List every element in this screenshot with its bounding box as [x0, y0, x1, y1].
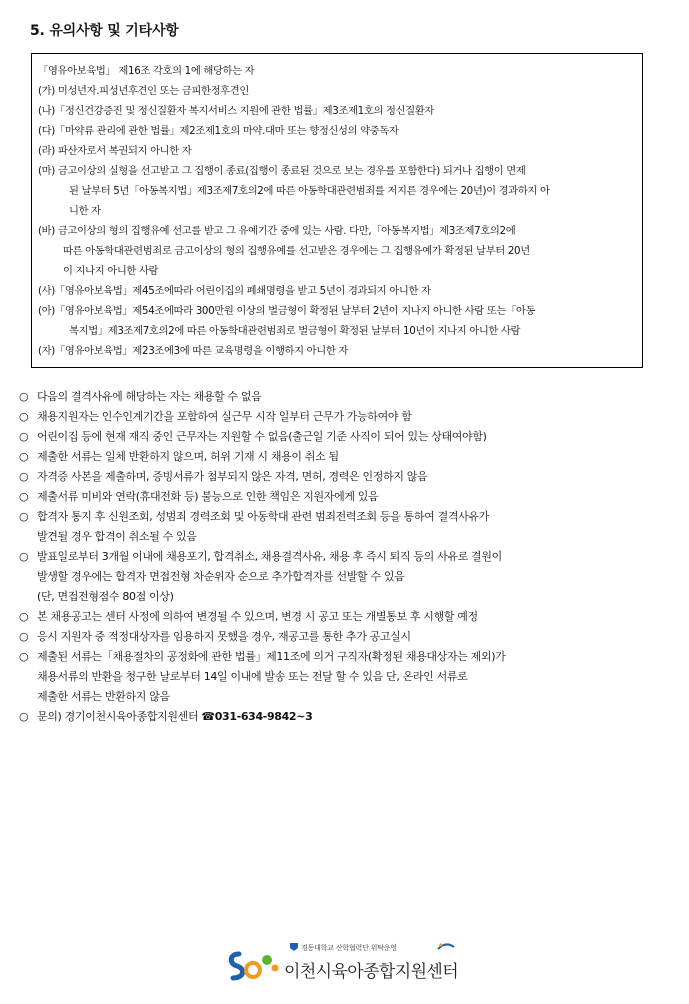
note-continuation: 채용서류의 반환을 청구한 날로부터 14일 이내에 발송 또는 전달 할 수 있음 단, 온라인 서류로 — [37, 670, 468, 683]
note-item — [19, 407, 659, 427]
section-title: 5. 유의사항 및 기타사항 — [30, 23, 179, 39]
note-continuation: 발견될 경우 합격이 취소될 수 있음 — [37, 530, 197, 543]
box-line: 된 날부터 5년「아동복지법」제3조제7호의2에 따른 아동학대관련범죄를 저지른 경우에는 20년)이 경과하지 아 — [69, 185, 550, 197]
note-continuation: (단, 면접전형점수 80점 이상) — [37, 590, 174, 603]
box-line: 복지법」제3조제7호의2에 따른 아동학대관련범죄로 벌금형이 확정된 날부터 10년이 지나지 아니한 사람 — [69, 325, 521, 337]
note-text: 발표일로부터 3개월 이내에 채용포기, 합격취소, 채용결격사유, 채용 후 즉시 퇴직 등의 사유로 결원이 — [37, 550, 502, 563]
box-line: 이 지나지 아니한 사람 — [63, 265, 159, 277]
contact-label: 문의) 경기이천시육아종합지원센터 — [37, 710, 199, 723]
box-line: (라) 파산자로서 복권되지 아니한 자 — [38, 145, 192, 157]
box-line: (가) 미성년자.피성년후견인 또는 금피한정후견인 — [38, 85, 249, 97]
box-line: 니한 자 — [69, 205, 101, 217]
swoosh-icon — [437, 942, 455, 951]
bullet-circle-icon: ○ — [19, 630, 29, 643]
note-item — [19, 647, 659, 667]
university-seal-icon — [289, 942, 299, 952]
box-line: (바) 금고이상의 형의 집행유예 선고를 받고 그 유예기간 중에 있는 사람. 다만,「아동복지법」제3조제7호의2에 — [38, 225, 516, 237]
bullet-circle-icon: ○ — [19, 450, 29, 463]
contact-item — [19, 707, 659, 727]
note-text: 제출한 서류는 일체 반환하지 않으며, 허위 기재 시 채용이 취소 됨 — [37, 450, 339, 463]
bullet-circle-icon: ○ — [19, 610, 29, 623]
bullet-circle-icon: ○ — [19, 390, 29, 403]
box-line: 따른 아동학대관련범죄로 금고이상의 형의 집행유예를 선고받은 경우에는 그 집행유예가 확정된 날부터 20년 — [63, 245, 530, 257]
note-item — [19, 607, 659, 627]
bullet-circle-icon: ○ — [19, 430, 29, 443]
footer-center-name: 이천시육아종합지원센터 — [284, 962, 459, 982]
box-line: 「영유아보육법」 제16조 각호의 1에 해당하는 자 — [38, 65, 255, 77]
note-text: 어린이집 등에 현재 재직 중인 근무자는 지원할 수 없음(출근일 기준 사직이 되어 있는 상태여야함) — [37, 430, 487, 443]
bullet-circle-icon: ○ — [19, 410, 29, 423]
box-line: (나)「정신건강증진 및 정신질환자 복지서비스 지원에 관한 법률」제3조제1호의 정신질환자 — [38, 105, 434, 117]
note-text: 자격증 사본을 제출하며, 증빙서류가 첨부되지 않은 자격, 면허, 경력은 인정하지 않음 — [37, 470, 428, 483]
box-line: (마) 금고이상의 실형을 선고받고 그 집행이 종료(집행이 종료된 것으로 보는 경우를 포함한다) 되거나 집행이 면제 — [38, 165, 526, 177]
footer-logo-block — [225, 940, 465, 990]
note-text: 제출된 서류는「채용절차의 공정화에 관한 법률」제11조에 의거 구직자(확정된 채용대상자는 제외)가 — [37, 650, 506, 663]
note-item — [19, 387, 659, 407]
disqualification-box — [31, 53, 643, 368]
bullet-circle-icon: ○ — [19, 490, 29, 503]
note-text: 제출서류 미비와 연락(휴대전화 등) 불능으로 인한 책임은 지원자에게 있음 — [37, 490, 379, 503]
bullet-circle-icon: ○ — [19, 470, 29, 483]
note-continuation: 제출한 서류는 반환하지 않음 — [37, 690, 170, 703]
note-text: 응시 지원자 중 적정대상자를 임용하지 못했을 경우, 재공고를 통한 추가 공고실시 — [37, 630, 411, 643]
note-item — [19, 627, 659, 647]
note-text: 다음의 결격사유에 해당하는 자는 채용할 수 없음 — [37, 390, 262, 403]
box-line: (자)「영유아보육법」제23조에3에 따른 교육명령을 이행하지 아니한 자 — [38, 345, 348, 357]
note-item — [19, 487, 659, 507]
contact-phone: ☎031-634-9842~3 — [201, 710, 313, 723]
bullet-circle-icon: ○ — [19, 710, 29, 723]
box-line: (다)「마약류 관리에 관한 법률」제2조제1호의 마약.대마 또는 향정신성의 약중독자 — [38, 125, 399, 137]
note-continuation: 발생할 경우에는 합격자 면접전형 차순위자 순으로 추가합격자를 선발할 수 있음 — [37, 570, 405, 583]
note-text: 채용지원자는 인수인계기간을 포함하여 실근무 시작 일부터 근무가 가능하여야 함 — [37, 410, 412, 423]
box-line: (아)「영유아보육법」제54조에따라 300만원 이상의 벌금형이 확정된 날부터 2년이 지나지 아니한 사람 또는「아동 — [38, 305, 536, 317]
note-item — [19, 427, 659, 447]
note-item — [19, 507, 659, 527]
note-text: 본 채용공고는 센터 사정에 의하여 변경될 수 있으며, 변경 시 공고 또는 개별통보 후 시행할 예정 — [37, 610, 478, 623]
notes-list — [19, 387, 659, 727]
center-logo-icon — [225, 948, 281, 984]
bullet-circle-icon: ○ — [19, 650, 29, 663]
note-text: 합격자 통지 후 신원조회, 성범죄 경력조회 및 아동학대 관련 범죄전력조회 등을 통하여 결격사유가 — [37, 510, 489, 523]
note-item — [19, 447, 659, 467]
footer-operator: 경동대학교 산학협력단 위탁운영 — [301, 944, 397, 952]
note-item — [19, 547, 659, 567]
box-line: (사)「영유아보육법」제45조에따라 어린이집의 폐쇄명령을 받고 5년이 경과되지 아니한 자 — [38, 285, 431, 297]
bullet-circle-icon: ○ — [19, 550, 29, 563]
note-item — [19, 467, 659, 487]
bullet-circle-icon: ○ — [19, 510, 29, 523]
